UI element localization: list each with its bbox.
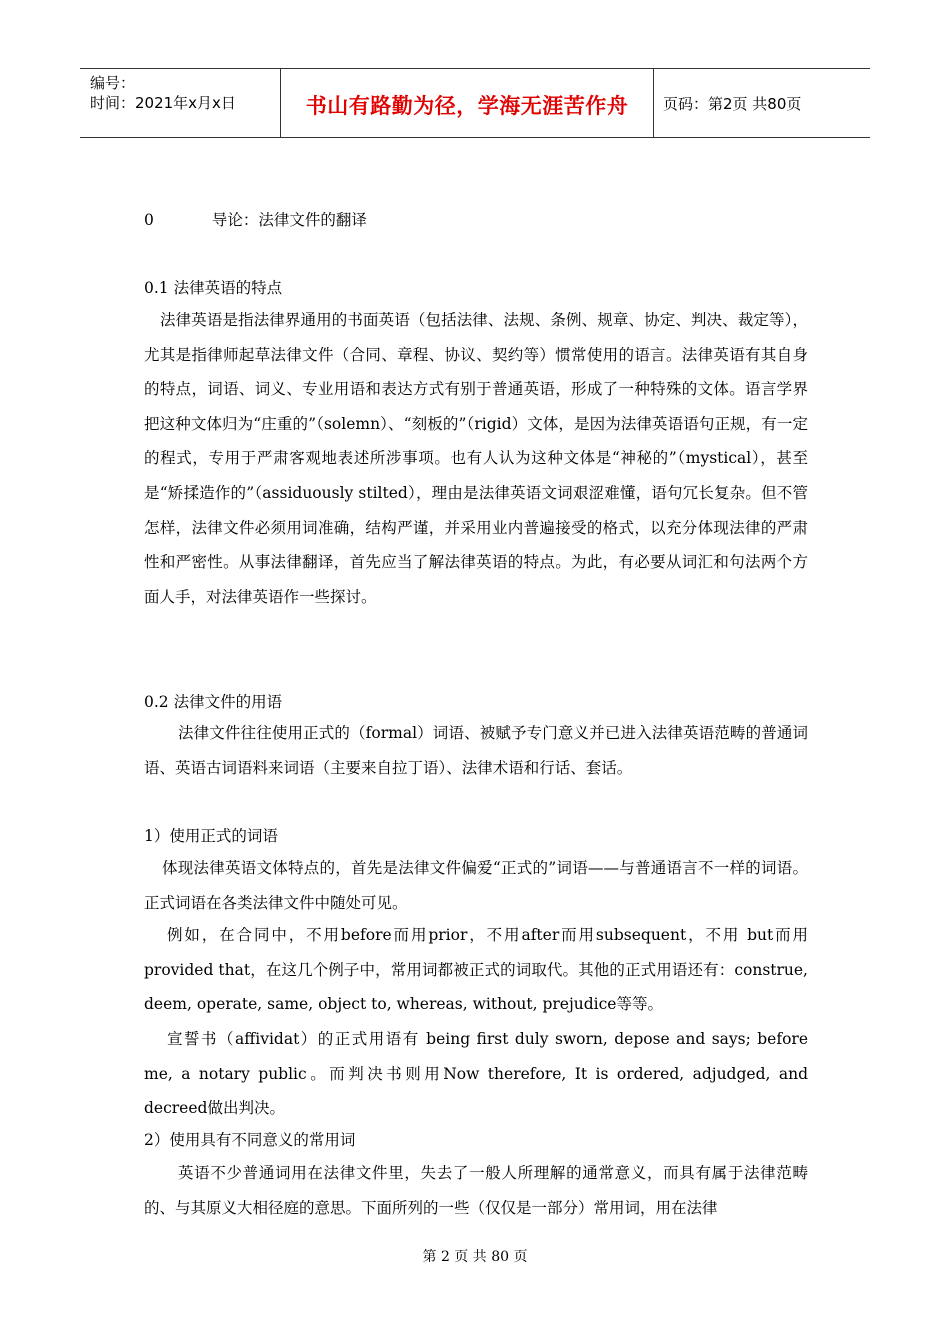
item-1-paragraph-2: 例如，在合同中，不用before而用prior，不用after而用subsequent，不用 but而用provided that，在这几个例子中，常用词都被正式的词取代。其他的正式用语还有：construe, deem, operate, same, object to, whereas, without, prejudice等等。 xyxy=(144,926,808,1014)
section-0-1-heading: 0.1 法律英语的特点 xyxy=(144,279,283,297)
item-1-heading: 1）使用正式的词语 xyxy=(144,827,278,845)
page-footer: 第 2 页 共 80 页 xyxy=(422,1249,528,1265)
header-number-label: 编号： xyxy=(90,74,136,92)
section-0-number: 0 xyxy=(144,211,154,229)
section-0-2-heading: 0.2 法律文件的用语 xyxy=(144,693,283,711)
header-motto: 书山有路勤为径，学海无涯苦作舟 xyxy=(281,69,654,137)
item-2-heading: 2）使用具有不同意义的常用词 xyxy=(144,1131,356,1149)
header-meta-cell xyxy=(80,69,281,137)
section-0-heading xyxy=(144,208,367,230)
item-2-paragraph: 英语不少普通词用在法律文件里，失去了一般人所理解的通常意义，而具有属于法律范畴的、与其原义大相径庭的意思。下面所列的一些（仅仅是一部分）常用词，用在法律 xyxy=(144,1164,808,1217)
item-1-paragraph-3: 宣誓书（affividat）的正式用语有 being first duly sworn, depose and says; before me, a notary public。而判决书则用Now therefore, It is ordered, adjudged, and decreed做出判决。 xyxy=(144,1030,808,1118)
header-time-label: 时间：2021年x月x日 xyxy=(90,94,236,112)
section-0-title: 导论：法律文件的翻译 xyxy=(211,211,367,229)
document-header xyxy=(80,68,870,138)
item-1-paragraph-1: 体现法律英语文体特点的，首先是法律文件偏爱“正式的”词语——与普通语言不一样的词语。正式词语在各类法律文件中随处可见。 xyxy=(144,859,808,912)
header-page-info: 页码：第2页 共80页 xyxy=(663,94,802,113)
section-0-2-paragraph: 法律文件往往使用正式的（formal）词语、被赋予专门意义并已进入法律英语范畴的普通词语、英语古词语料来词语（主要来自拉丁语）、法律术语和行话、套话。 xyxy=(144,724,808,777)
section-0-1-paragraph: 法律英语是指法律界通用的书面英语（包括法律、法规、条例、规章、协定、判决、裁定等），尤其是指律师起草法律文件（合同、章程、协议、契约等）惯常使用的语言。法律英语有其自身的特点，词语、词义、专业用语和表达方式有别于普通英语，形成了一种特殊的文体。语言学界把这种文体归为“庄重的”（solemn）、“刻板的”（rigid）文体，是因为法律英语语句正规，有一定的程式，专用于严肃客观地表述所涉事项。也有人认为这种文体是“神秘的”（mystical），甚至是“矫揉造作的”（assiduously stilted），理由是法律英语文词艰涩难懂，语句冗长复杂。但不管怎样，法律文件必须用词准确，结构严谨，并采用业内普遍接受的格式，以充分体现法律的严肃性和严密性。从事法律翻译，首先应当了解法律英语的特点。为此，有必要从词汇和句法两个方面人手，对法律英语作一些探讨。 xyxy=(144,311,808,606)
